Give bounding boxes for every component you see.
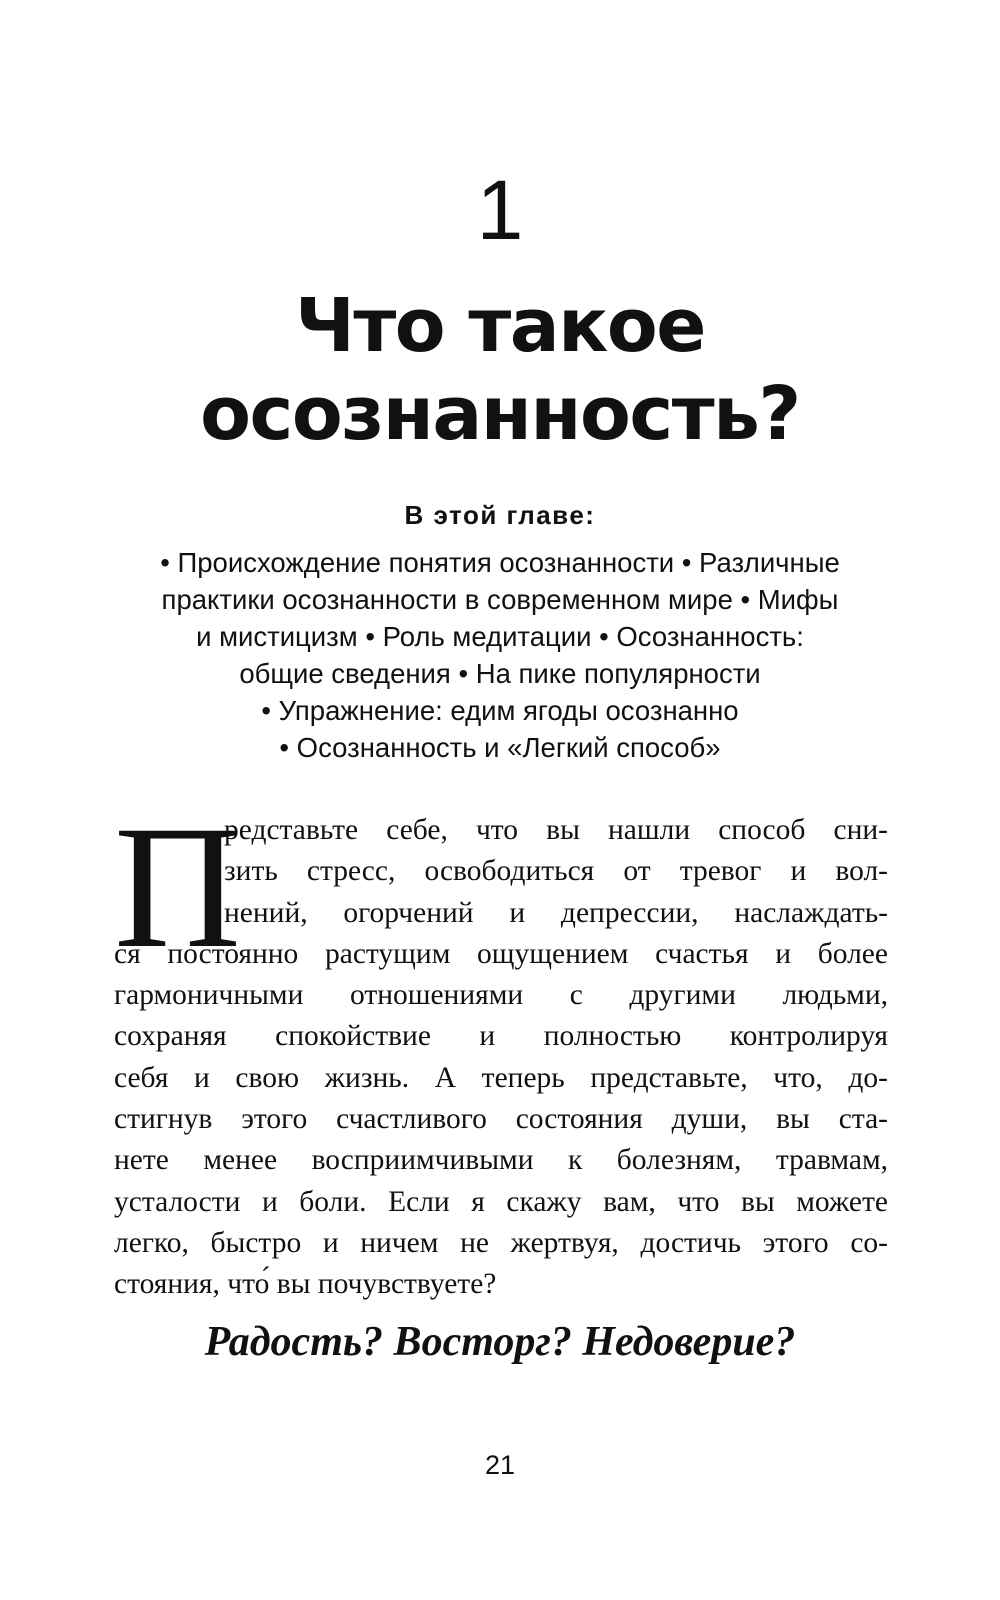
paragraph-line: гармоничными отношениями с другими людьми, bbox=[114, 979, 888, 1012]
topic-line: • Осознанность и «Легкий способ» bbox=[279, 732, 721, 763]
paragraph-line: нете менее восприимчивыми к болезням, травмам, bbox=[114, 1144, 888, 1177]
paragraph-line: легко, быстро и ничем не жертвуя, достичь этого со- bbox=[114, 1226, 888, 1259]
topic-line: и мистицизм • Роль медитации • Осознанность: bbox=[196, 621, 804, 652]
paragraph-line: усталости и боли. Если я скажу вам, что вы можете bbox=[114, 1185, 888, 1218]
chapter-summary-heading: В этой главе: bbox=[404, 500, 596, 530]
chapter-title-line: Что такое bbox=[295, 283, 705, 369]
paragraph-line: себя и свою жизнь. А теперь представьте, что, до- bbox=[114, 1061, 888, 1094]
chapter-title-line: осознанность? bbox=[200, 371, 800, 457]
paragraph-line: сохраняя спокойствие и полностью контролируя bbox=[114, 1020, 888, 1053]
body-paragraph bbox=[114, 810, 888, 1306]
topic-line: • Упражнение: едим ягоды осознанно bbox=[261, 695, 739, 726]
paragraph-line: ся постоянно растущим ощущением счастья и более bbox=[114, 937, 888, 970]
paragraph-line: редставьте себе, что вы нашли способ сни- bbox=[224, 814, 888, 846]
chapter-topics bbox=[100, 544, 900, 766]
drop-cap: П bbox=[114, 790, 242, 985]
paragraph-line: стояния, что́ вы почувствуете? bbox=[114, 1268, 497, 1301]
topic-line: • Происхождение понятия осознанности • Различные bbox=[160, 547, 840, 578]
topic-line: общие сведения • На пике популярности bbox=[239, 658, 761, 689]
paragraph-line: зить стресс, освободиться от тревог и вол- bbox=[224, 855, 888, 888]
page-number: 21 bbox=[484, 1450, 516, 1480]
chapter-number: 1 bbox=[476, 163, 524, 257]
topic-line: практики осознанности в современном мире • Мифы bbox=[161, 584, 839, 615]
paragraph-line: нений, огорчений и депрессии, наслаждать- bbox=[224, 896, 888, 929]
chapter-title bbox=[0, 282, 1000, 458]
paragraph-line: стигнув этого счастливого состояния души, вы ста- bbox=[114, 1103, 888, 1136]
tagline: Радость? Восторг? Недоверие? bbox=[204, 1319, 796, 1365]
